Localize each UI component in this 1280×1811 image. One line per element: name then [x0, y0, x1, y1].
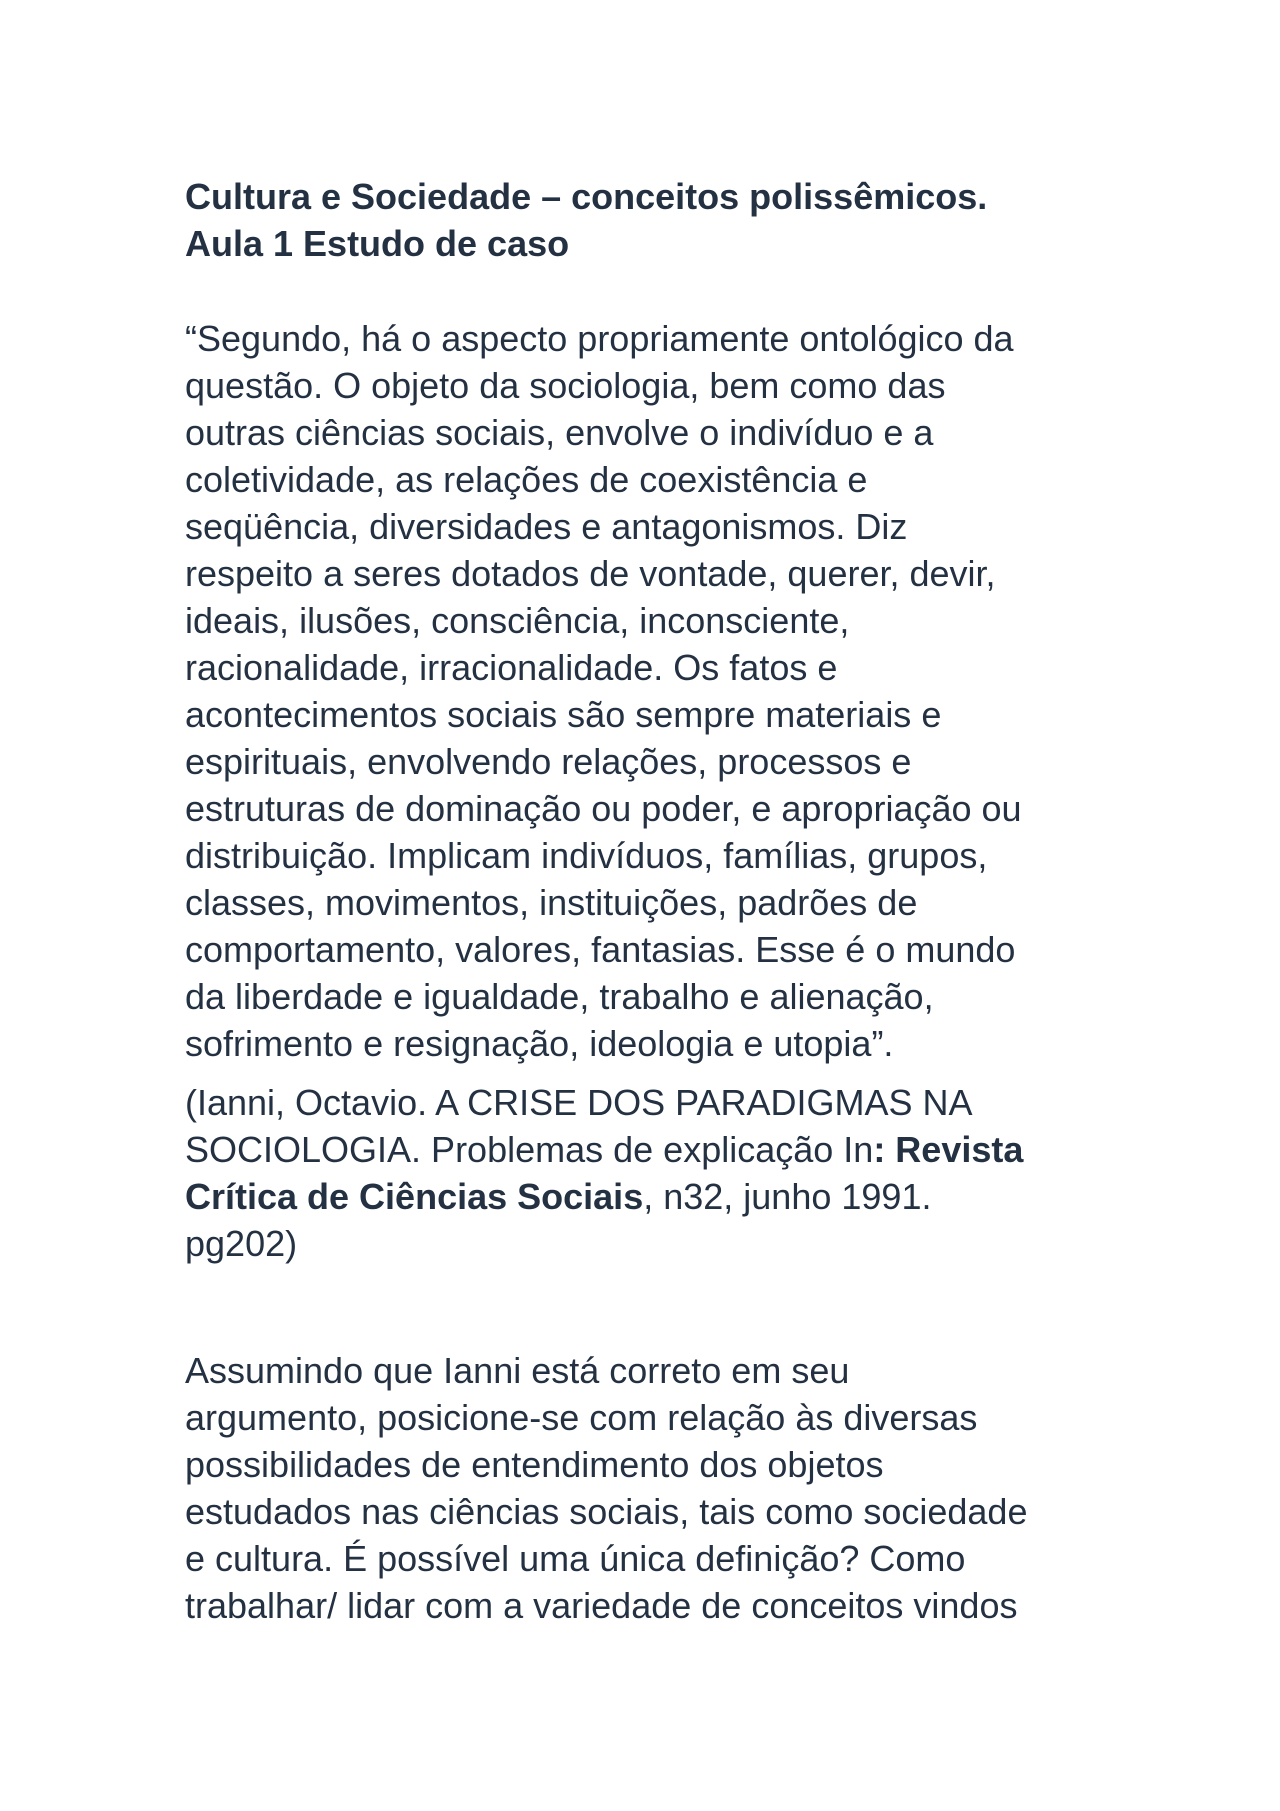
- citation-journal-bold: : Revista: [873, 1129, 1024, 1170]
- quote-line: acontecimentos sociais são sempre materiais e: [185, 694, 942, 735]
- question-line: estudados nas ciências sociais, tais como sociedade: [185, 1491, 1028, 1532]
- quote-paragraph: [185, 315, 1115, 1067]
- citation-text: SOCIOLOGIA. Problemas de explicação In: [185, 1129, 874, 1170]
- citation-line: (Ianni, Octavio. A CRISE DOS PARADIGMAS NA: [185, 1082, 973, 1123]
- quote-line: estruturas de dominação ou poder, e apropriação ou: [185, 788, 1022, 829]
- quote-line: sofrimento e resignação, ideologia e utopia”.: [185, 1023, 894, 1064]
- question-paragraph: [185, 1347, 1115, 1629]
- question-line: argumento, posicione-se com relação às diversas: [185, 1397, 978, 1438]
- quote-line: coletividade, as relações de coexistência e: [185, 459, 868, 500]
- quote-line: comportamento, valores, fantasias. Esse é o mundo: [185, 929, 1016, 970]
- quote-line: questão. O objeto da sociologia, bem como das: [185, 365, 946, 406]
- citation-text: , n32, junho 1991.: [643, 1176, 932, 1217]
- question-line: Assumindo que Ianni está correto em seu: [185, 1350, 850, 1391]
- quote-line: ideais, ilusões, consciência, inconsciente,: [185, 600, 850, 641]
- citation-journal-bold: Crítica de Ciências Sociais: [185, 1176, 644, 1217]
- subtitle-line: Aula 1 Estudo de caso: [185, 223, 570, 264]
- quote-line: da liberdade e igualdade, trabalho e alienação,: [185, 976, 934, 1017]
- question-line: trabalhar/ lidar com a variedade de conceitos vindos: [185, 1585, 1018, 1626]
- quote-line: espirituais, envolvendo relações, processos e: [185, 741, 912, 782]
- document-page: [185, 173, 1115, 1629]
- document-title: [185, 173, 1115, 267]
- question-line: possibilidades de entendimento dos objetos: [185, 1444, 884, 1485]
- quote-line: seqüência, diversidades e antagonismos. Diz: [185, 506, 908, 547]
- citation-line: pg202): [185, 1223, 298, 1264]
- quote-line: distribuição. Implicam indivíduos, famílias, grupos,: [185, 835, 988, 876]
- citation-paragraph: [185, 1079, 1115, 1267]
- quote-line: racionalidade, irracionalidade. Os fatos e: [185, 647, 838, 688]
- citation-line: [185, 1173, 1115, 1220]
- quote-line: outras ciências sociais, envolve o indivíduo e a: [185, 412, 934, 453]
- quote-line: classes, movimentos, instituições, padrões de: [185, 882, 918, 923]
- quote-line: “Segundo, há o aspecto propriamente ontológico da: [185, 318, 1014, 359]
- quote-line: respeito a seres dotados de vontade, querer, devir,: [185, 553, 996, 594]
- title-line: Cultura e Sociedade – conceitos polissêmicos.: [185, 176, 988, 217]
- citation-line: [185, 1126, 1115, 1173]
- question-line: e cultura. É possível uma única definição? Como: [185, 1538, 966, 1579]
